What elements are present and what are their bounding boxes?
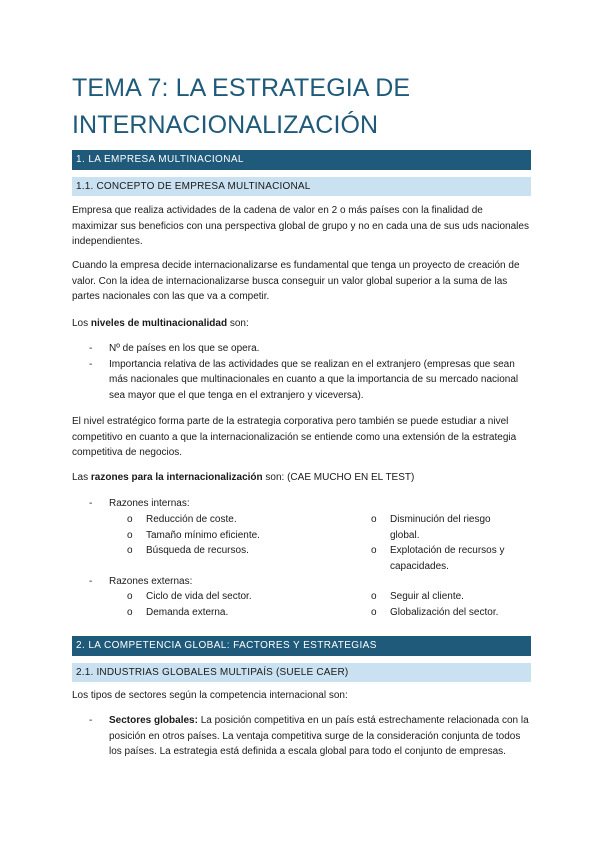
bullet-marker: o bbox=[127, 514, 133, 525]
bullet-marker: o bbox=[371, 514, 377, 525]
list-item bbox=[72, 341, 531, 357]
razones-post: son: (CAE MUCHO EN EL TEST) bbox=[262, 472, 415, 483]
bullet-marker: o bbox=[371, 545, 377, 556]
bullet-marker: o bbox=[371, 606, 377, 618]
paragraph-niveles bbox=[72, 316, 531, 332]
sectores-list bbox=[72, 713, 531, 760]
paragraph-razones bbox=[72, 470, 531, 486]
label-text: Razones internas: bbox=[109, 498, 190, 509]
paragraph-tipos-sectores: Los tipos de sectores según la competencia internacional son: bbox=[72, 690, 348, 701]
list-item bbox=[127, 589, 357, 605]
razones-bold: razones para la internacionalización bbox=[90, 472, 263, 483]
list-item-text: Tamaño mínimo eficiente. bbox=[146, 529, 260, 541]
page-title: TEMA 7: LA ESTRATEGIA DE INTERNACIONALIZACIÓN bbox=[72, 74, 411, 139]
list-item bbox=[127, 528, 357, 544]
list-item-text: Ciclo de vida del sector. bbox=[146, 591, 252, 602]
dash-marker: - bbox=[89, 715, 93, 726]
dash-marker: - bbox=[89, 498, 93, 509]
list-item-text: Seguir al cliente. bbox=[390, 591, 464, 602]
razones-internas-left bbox=[127, 512, 357, 559]
list-item bbox=[72, 713, 531, 760]
bullet-marker: o bbox=[127, 545, 133, 556]
subsection-heading-1-1: 1.1. CONCEPTO DE EMPRESA MULTINACIONAL bbox=[72, 177, 531, 196]
list-item bbox=[371, 543, 521, 574]
list-item bbox=[127, 512, 357, 528]
section-heading-1: 1. LA EMPRESA MULTINACIONAL bbox=[72, 150, 531, 170]
bullet-marker: o bbox=[127, 606, 133, 618]
bullet-marker: o bbox=[127, 591, 133, 602]
paragraph-definition: Empresa que realiza actividades de la cadena de valor en 2 o más países con la finalidad de maximizar sus beneficios con una perspectiva global de grupo y no en cada una de sus uds nacionales independientes. bbox=[72, 205, 529, 247]
list-item-text: Globalización del sector. bbox=[390, 606, 499, 618]
sectores-text: La posición competitiva en un país está estrechamente relacionada con la posición en otros países. La ventaja competitiva surge de la consideración conjunta de todos los países. La estrategia está definida a escala global para todo el conjunto de empresas. bbox=[109, 715, 529, 757]
list-item bbox=[371, 605, 521, 621]
list-item bbox=[371, 512, 521, 543]
razones-internas-right bbox=[371, 512, 521, 574]
list-item-text: Búsqueda de recursos. bbox=[146, 545, 249, 556]
list-item bbox=[127, 605, 357, 621]
dash-marker: - bbox=[89, 358, 93, 370]
dash-marker: - bbox=[89, 343, 93, 354]
niveles-bold: niveles de multinacionalidad bbox=[90, 318, 228, 329]
bullet-marker: o bbox=[127, 529, 133, 541]
list-item-text: Reducción de coste. bbox=[146, 514, 237, 525]
list-item-text: Importancia relativa de las actividades que se realizan en el extranjero (empresas que sean más nacionales que multinacionales en cuanto a que la importancia de su mercado nacional sea mayor que el que tenga en el extranjero y viceversa). bbox=[109, 358, 519, 401]
list-item-text: Demanda externa. bbox=[146, 606, 229, 618]
list-item bbox=[371, 589, 521, 605]
list-item-text: Disminución del riesgo global. bbox=[390, 514, 491, 541]
paragraph-nivel-estrategico: El nivel estratégico forma parte de la estrategia corporativa pero también se puede estudiar a nivel competitivo en cuanto a que la internacionalización se entiende como una extensión de la estrategia competitiva de negocios. bbox=[72, 416, 517, 458]
section-heading-2: 2. LA COMPETENCIA GLOBAL: FACTORES Y ESTRATEGIAS bbox=[72, 636, 531, 656]
bullet-marker: o bbox=[371, 591, 377, 602]
niveles-list bbox=[72, 341, 531, 403]
subsection-heading-2-1: 2.1. INDUSTRIAS GLOBALES MULTIPAÍS (SUELE CAER) bbox=[72, 663, 531, 682]
razones-externas-left bbox=[127, 589, 357, 620]
list-item-text: Nº de países en los que se opera. bbox=[109, 343, 260, 354]
paragraph-value-creation: Cuando la empresa decide internacionalizarse es fundamental que tenga un proyecto de creación de valor. Con la idea de internacionalizarse busca conseguir un valor global superior a la suma de las partes nacionales con las que va a competir. bbox=[72, 260, 520, 302]
niveles-post: son: bbox=[227, 318, 249, 329]
razones-pre: Las bbox=[72, 472, 91, 483]
dash-marker: - bbox=[89, 576, 93, 587]
niveles-pre: Los bbox=[72, 318, 91, 329]
list-item bbox=[72, 357, 531, 404]
razones-externas-label bbox=[89, 574, 193, 590]
sectores-bold: Sectores globales: bbox=[109, 715, 198, 726]
label-text: Razones externas: bbox=[109, 576, 193, 587]
razones-internas-label bbox=[89, 496, 190, 512]
razones-externas-right bbox=[371, 589, 521, 620]
list-item bbox=[127, 543, 357, 559]
list-item-text: Explotación de recursos y capacidades. bbox=[390, 545, 505, 572]
